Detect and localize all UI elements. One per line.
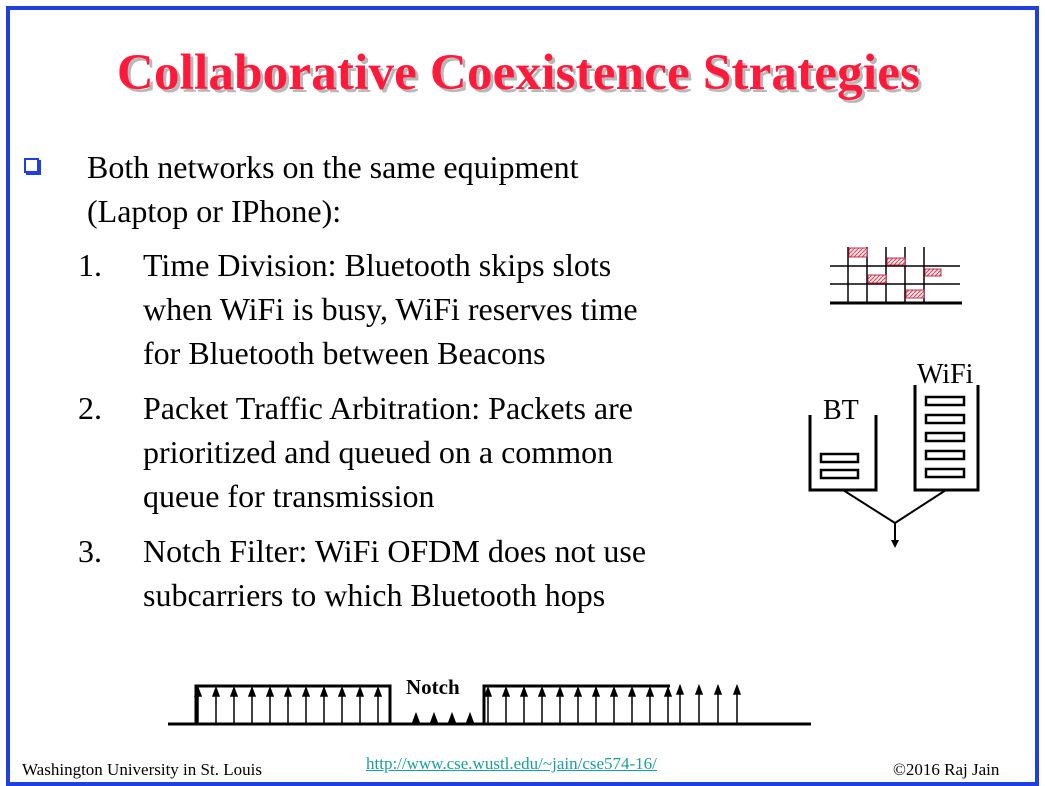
subcarrier-arrow-right-9-head <box>647 688 653 696</box>
footer-course-link[interactable]: http://www.cse.wustl.edu/~jain/cse574-16/ <box>366 754 657 773</box>
footer-institution: Washington University in St. Louis <box>22 760 262 779</box>
subcarrier-arrow-notch-2-head <box>449 714 455 722</box>
subcarrier-arrow-right-8-head <box>629 688 635 696</box>
subcarrier-arrow-left-4-head <box>267 688 273 696</box>
item-3-line-2: subcarriers to which Bluetooth hops <box>143 577 606 613</box>
slide-title: Collaborative Coexistence Strategies <box>116 45 921 101</box>
time-division-diagram <box>830 245 962 307</box>
item-1-line-1: Time Division: Bluetooth skips slots <box>143 247 612 283</box>
subcarrier-arrow-right-0-head <box>485 688 491 696</box>
subcarrier-arrow-left-2-head <box>231 688 237 696</box>
subcarrier-arrow-left-3-head <box>249 688 255 696</box>
subcarrier-arrow-right-1-head <box>503 688 509 696</box>
notch-filter-diagram <box>168 680 818 730</box>
subcarrier-arrow-notch-3-head <box>467 714 473 722</box>
item-2-line-3: queue for transmission <box>143 478 435 514</box>
bullet-line-2: (Laptop or IPhone): <box>87 193 342 229</box>
subcarrier-arrow-right-7-head <box>611 688 617 696</box>
bullet-line-1: Both networks on the same equipment <box>87 149 579 185</box>
bullet-square-icon <box>24 158 39 173</box>
notch-label: Notch <box>406 675 460 699</box>
item-1-line-3: for Bluetooth between Beacons <box>143 335 546 371</box>
subcarrier-arrow-right-5-head <box>575 688 581 696</box>
subcarrier-arrow-left-8-head <box>339 688 345 696</box>
subcarrier-arrow-right-3-head <box>539 688 545 696</box>
subcarrier-arrow-notch-1-head <box>431 714 437 722</box>
subcarrier-arrow-left-9-head <box>357 688 363 696</box>
item-1-line-2: when WiFi is busy, WiFi reserves time <box>143 291 638 327</box>
subcarrier-arrow-left-6-head <box>303 688 309 696</box>
subcarrier-arrow-left-1-head <box>213 688 219 696</box>
item-3-line-1: Notch Filter: WiFi OFDM does not use <box>143 533 647 569</box>
subcarrier-arrow-left-10-head <box>375 688 381 696</box>
subcarrier-arrow-tail-1-head <box>696 686 702 694</box>
item-1-number: 1. <box>78 247 102 283</box>
subcarrier-arrow-notch-0-head <box>413 714 419 722</box>
bt-label: BT <box>823 395 859 426</box>
subcarrier-arrow-right-6-head <box>593 688 599 696</box>
item-2-line-1: Packet Traffic Arbitration: Packets are <box>143 390 633 426</box>
item-2-line-2: prioritized and queued on a common <box>143 434 614 470</box>
subcarrier-arrow-left-7-head <box>321 688 327 696</box>
subcarrier-arrow-tail-3-head <box>734 686 740 694</box>
subcarrier-arrow-left-5-head <box>285 688 291 696</box>
subcarrier-arrow-tail-0-head <box>677 686 683 694</box>
subcarrier-arrow-right-10-head <box>665 688 671 696</box>
subcarrier-arrow-right-4-head <box>557 688 563 696</box>
wifi-label: WiFi <box>917 359 974 390</box>
item-2-number: 2. <box>78 390 102 426</box>
item-3-number: 3. <box>78 533 102 569</box>
subcarrier-arrow-tail-2-head <box>715 686 721 694</box>
subcarrier-arrow-right-2-head <box>521 688 527 696</box>
footer-copyright: ©2016 Raj Jain <box>893 760 1000 779</box>
